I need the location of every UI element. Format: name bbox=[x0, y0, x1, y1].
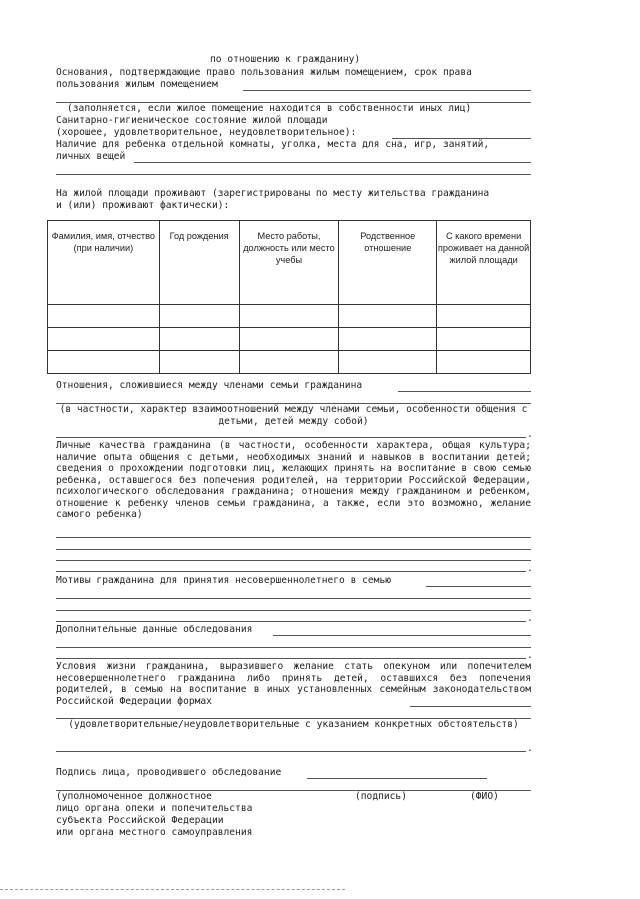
additional-fill-line bbox=[273, 635, 531, 636]
child-room-line-1: Наличие для ребенка отдельной комнаты, уголка, места для сна, игр, занятий, bbox=[56, 139, 490, 150]
table-cell[interactable] bbox=[48, 328, 160, 351]
motives-fill-line bbox=[426, 586, 531, 587]
name-label: (ФИО) bbox=[470, 791, 499, 802]
grounds-line-2: пользования жилым помещением bbox=[56, 79, 218, 90]
conditions-fill-line bbox=[410, 706, 531, 707]
additional-period: . bbox=[527, 650, 533, 661]
table-cell[interactable] bbox=[48, 305, 160, 328]
motives-period: . bbox=[527, 613, 533, 624]
table-cell[interactable] bbox=[239, 328, 339, 351]
grounds-line-1: Основания, подтверждающие право пользования жилым помещением, срок права bbox=[56, 67, 472, 78]
grounds-fill-line bbox=[243, 90, 531, 91]
table-cell[interactable] bbox=[239, 305, 339, 328]
motives-fill-line-4 bbox=[56, 621, 526, 622]
official-line-1: (уполномоченное должностное bbox=[56, 791, 212, 802]
relations-line: Отношения, сложившиеся между членами семьи гражданина bbox=[56, 380, 363, 391]
motives-fill-line-2 bbox=[56, 598, 531, 599]
sign-label: (подпись) bbox=[355, 791, 407, 802]
table-cell[interactable] bbox=[437, 305, 531, 328]
table-cell[interactable] bbox=[159, 305, 239, 328]
conditions-fill-line-3 bbox=[56, 751, 526, 752]
col-header-relation: Родственное отношение bbox=[339, 221, 437, 305]
col-header-name: Фамилия, имя, отчество (при наличии) bbox=[48, 221, 160, 305]
col-header-since: С какого времени проживает на данной жилой площади bbox=[437, 221, 531, 305]
personal-fill-line-4 bbox=[56, 571, 526, 572]
residents-line-1: На жилой площади проживают (зарегистрированы по месту жительства гражданина bbox=[56, 188, 490, 199]
col-header-birth-year: Год рождения bbox=[159, 221, 239, 305]
conditions-note: (удовлетворительные/неудовлетворительные с указанием конкретных обстоятельств) bbox=[68, 719, 519, 730]
table-cell[interactable] bbox=[437, 351, 531, 374]
table-cell[interactable] bbox=[239, 351, 339, 374]
sanitary-line-2: (хорошее, удовлетворительное, неудовлетворительное): bbox=[56, 127, 357, 138]
official-line-2: лицо органа опеки и попечительства bbox=[56, 803, 253, 814]
additional-fill-line-2 bbox=[56, 647, 531, 648]
residents-table bbox=[47, 220, 531, 374]
child-room-fill-line-2 bbox=[56, 174, 531, 175]
header-continuation: по отношению к гражданину) bbox=[210, 54, 361, 65]
child-room-fill-line bbox=[134, 162, 531, 163]
relations-fill-line bbox=[398, 391, 531, 392]
col-header-workplace: Место работы, должность или место учебы bbox=[239, 221, 339, 305]
personal-qualities-text: Личные качества гражданина (в частности, особенности характера, общая культура; наличие опыта общения с детьми, необходимых знаний и навыков в воспитании детей; сведения о прохождении подготовки лиц, желающих принять на воспитание в свою семью ребенка, оставшегося без попечения родителей, на территории Российской Федерации, психологического обследования гражданина; отношения между гражданином и ребенком, отношение к ребенку членов семьи гражданина, а также, если это возможно, желание самого ребенка) bbox=[56, 440, 531, 520]
additional-line: Дополнительные данные обследования bbox=[56, 624, 253, 635]
table-row bbox=[48, 305, 531, 328]
table-cell[interactable] bbox=[339, 328, 437, 351]
personal-period: . bbox=[527, 563, 533, 574]
official-line-3: субъекта Российской Федерации bbox=[56, 815, 224, 826]
conditions-text: Условия жизни гражданина, выразившего желание стать опекуном или попечителем несовершеннолетнего гражданина либо принять детей, оставшихся без попечения родителей, в семью на воспитание в иных установленных семейным законодательством Российской Федерации формах bbox=[56, 661, 531, 707]
child-room-line-2: личных вещей bbox=[56, 151, 126, 162]
table-row bbox=[48, 328, 531, 351]
personal-fill-line-2 bbox=[56, 549, 531, 550]
motives-fill-line-3 bbox=[56, 610, 531, 611]
table-cell[interactable] bbox=[159, 328, 239, 351]
table-cell[interactable] bbox=[437, 328, 531, 351]
sanitary-line-1: Санитарно-гигиеническое состояние жилой площади bbox=[56, 115, 328, 126]
table-cell[interactable] bbox=[48, 351, 160, 374]
table-cell[interactable] bbox=[339, 351, 437, 374]
conditions-period: . bbox=[527, 743, 533, 754]
relations-fill-line-3 bbox=[56, 437, 526, 438]
residents-line-2: и (или) проживают фактически): bbox=[56, 200, 230, 211]
signature-line: Подпись лица, проводившего обследование bbox=[56, 767, 282, 778]
personal-fill-line-3 bbox=[56, 560, 531, 561]
relations-note: (в частности, характер взаимоотношений между членами семьи, особенности общения с детьми, детей между собой) bbox=[59, 404, 528, 427]
table-header-row bbox=[48, 221, 531, 305]
motives-line: Мотивы гражданина для принятия несовершеннолетнего в семью bbox=[56, 575, 392, 586]
personal-fill-line-1 bbox=[56, 537, 531, 538]
footnote-separator bbox=[0, 889, 345, 890]
table-cell[interactable] bbox=[159, 351, 239, 374]
table-row bbox=[48, 351, 531, 374]
signature-fill-line bbox=[307, 778, 487, 779]
table-cell[interactable] bbox=[339, 305, 437, 328]
relations-period: . bbox=[527, 429, 533, 440]
additional-fill-line-3 bbox=[56, 658, 526, 659]
official-line-4: или органа местного самоуправления bbox=[56, 827, 253, 838]
grounds-note: (заполняется, если жилое помещение находится в собственности иных лиц) bbox=[67, 103, 472, 114]
